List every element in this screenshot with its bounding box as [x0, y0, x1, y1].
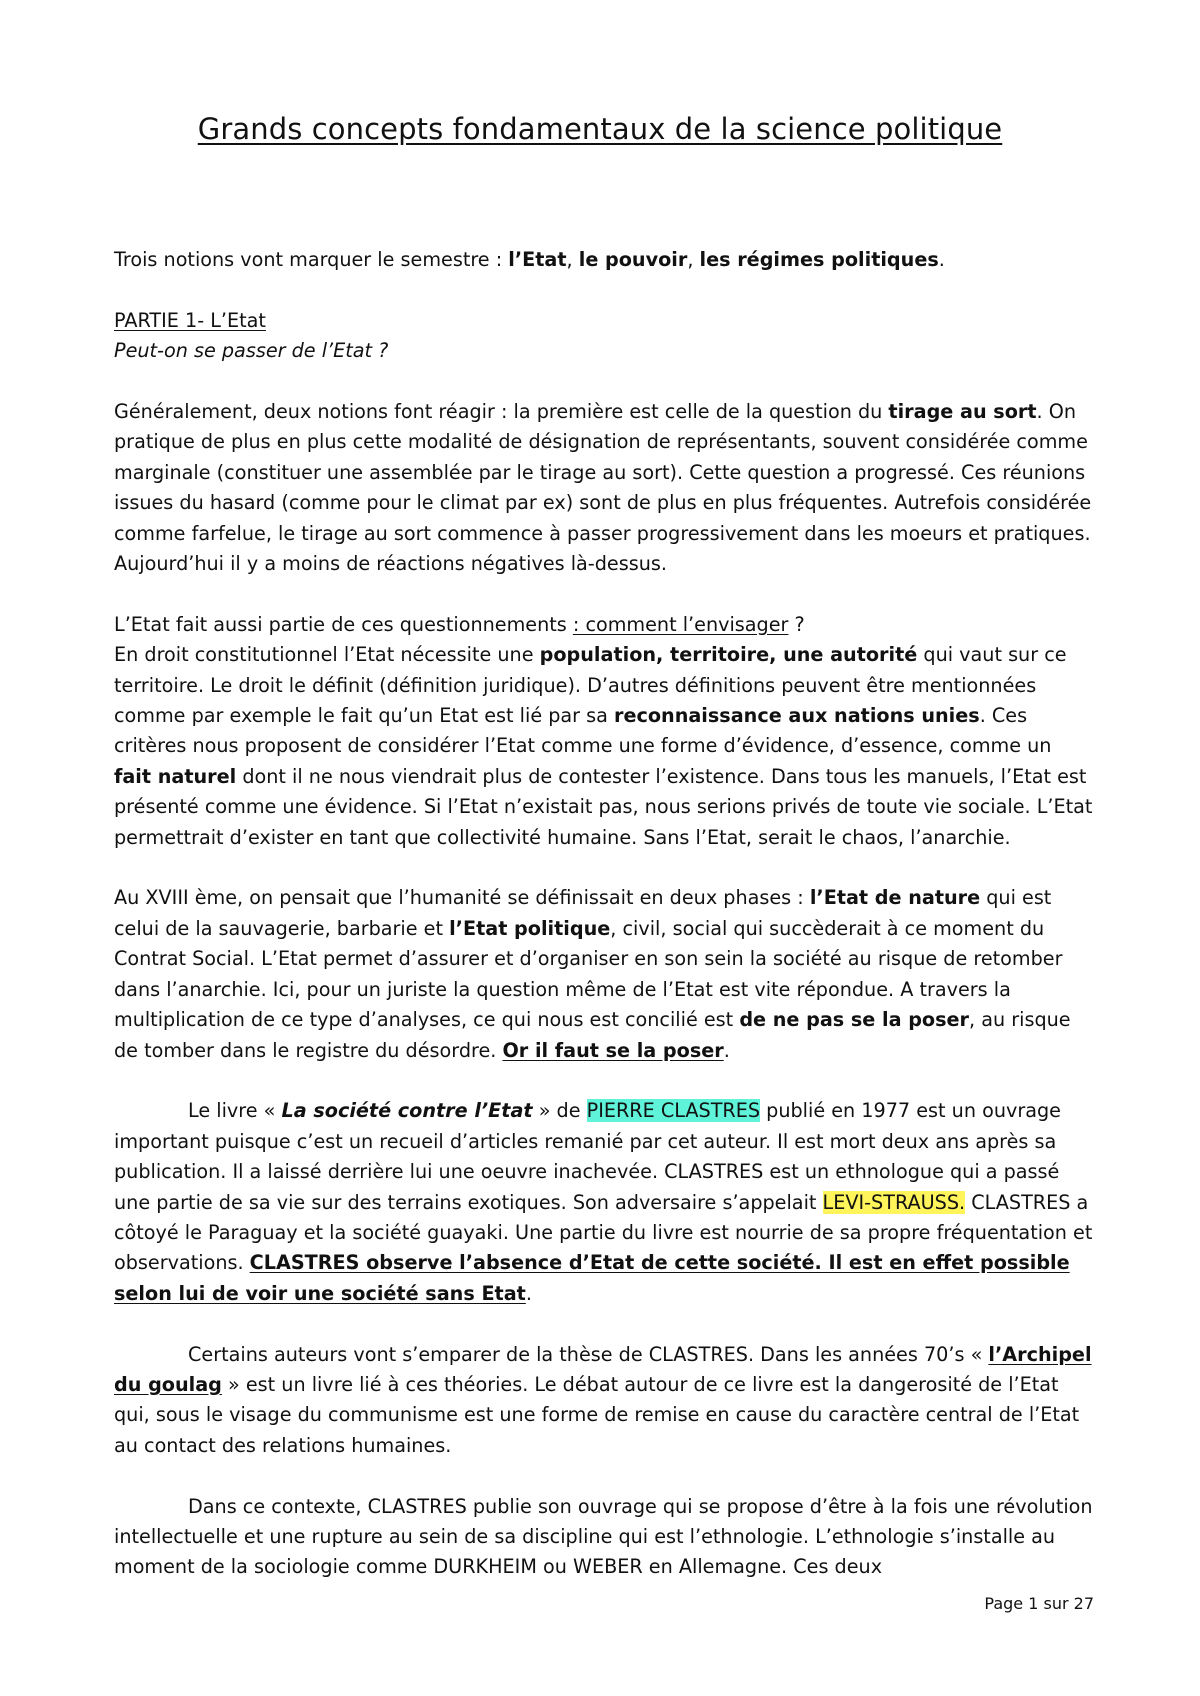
- highlighted-name: PIERRE CLASTRES: [586, 1099, 761, 1123]
- intro-end: .: [938, 248, 945, 271]
- notion-etat: l’Etat: [508, 248, 567, 271]
- text-run: .: [525, 1281, 532, 1305]
- paragraph-droit-constitutionnel: [114, 640, 1094, 853]
- bold-term: de ne pas se la poser: [739, 1008, 970, 1032]
- text-run: Généralement, deux notions font réagir : la première est celle de la question du: [114, 400, 889, 423]
- intro-sep: ,: [687, 248, 700, 271]
- part-question-text: Peut-on se passer de l’Etat ?: [114, 339, 389, 363]
- intro-paragraph: [114, 245, 1094, 275]
- text-run: Le livre «: [188, 1099, 282, 1123]
- bold-underlined-term: Or il faut se la poser: [502, 1038, 724, 1062]
- text-run: » de: [532, 1099, 587, 1123]
- text-run: Au XVIII ème, on pensait que l’humanité se définissait en deux phases :: [114, 886, 810, 910]
- text-run: qui est celui de la sauvagerie, barbarie et: [114, 886, 1052, 940]
- text-run: . Ces critères nous proposent de considérer l’Etat comme une forme d’évidence, d’essence, comme un: [114, 704, 1052, 758]
- text-run: » est un livre lié à ces théories. Le débat autour de ce livre est la dangerosité de l’Etat qui, sous le visage du communisme est une forme de remise en cause du caractère central de l’Etat au contact des relations humaines.: [114, 1372, 1080, 1457]
- bold-underlined-term: l’Archipel du goulag: [114, 1342, 1092, 1396]
- page-number: Page 1 sur 27: [984, 1594, 1094, 1613]
- bold-term: population, territoire, une autorité: [539, 643, 918, 667]
- paragraph-xviii: [114, 883, 1094, 1065]
- text-run: dont il ne nous viendrait plus de contester l’existence. Dans tous les manuels, l’Etat est présenté comme une évidence. Si l’Etat n’existait pas, nous serions privés de toute vie sociale. L’Etat permettrait d’exister en tant que collectivité humaine. Sans l’Etat, serait le chaos, l’anarchie.: [114, 764, 1093, 849]
- text-run: .: [723, 1038, 730, 1062]
- book-title: La société contre l’Etat: [281, 1099, 533, 1123]
- text-run: Certains auteurs vont s’emparer de la thèse de CLASTRES. Dans les années 70’s «: [188, 1342, 989, 1366]
- bold-term: fait naturel: [114, 764, 237, 788]
- notion-pouvoir: le pouvoir: [578, 248, 688, 271]
- text-run: publié en 1977 est un ouvrage important puisque c’est un recueil d’articles remanié par cet auteur. Il est mort deux ans après sa publication. Il a laissé derrière lui une oeuvre inachevée. CLASTRES est un ethnologue qui a passé une partie de sa vie sur des terrains exotiques. Son adversaire s’appelait: [114, 1099, 1061, 1214]
- underlined-text: : comment l’envisager: [572, 612, 789, 636]
- text-run: CLASTRES a côtoyé le Paraguay et la société guayaki. Une partie du livre est nourrie de sa propre fréquentation et observations.: [114, 1190, 1093, 1275]
- text-run: ?: [788, 612, 805, 636]
- part-heading-text: PARTIE 1- L’Etat: [114, 308, 266, 332]
- bold-term: reconnaissance aux nations unies: [614, 704, 980, 728]
- document-body: [114, 245, 1094, 1583]
- text-run: L’Etat fait aussi partie de ces questionnements: [114, 612, 573, 636]
- bold-term: l’Etat de nature: [809, 886, 981, 910]
- bold-term: tirage au sort: [888, 400, 1037, 423]
- paragraph-tirage: [114, 397, 1094, 579]
- bold-underlined-term: CLASTRES observe l’absence d’Etat de cette société. Il est en effet possible selon lui de voir une société sans Etat: [114, 1251, 1070, 1305]
- text-run: , civil, social qui succèderait à ce moment du Contrat Social. L’Etat permet d’assurer et d’organiser en son sein la société au risque de retomber dans l’anarchie. Ici, pour un juriste la question même de l’Etat est vite répondue. A travers la multiplication de ce type d’analyses, ce qui nous est concilié est: [114, 916, 1063, 1032]
- intro-sep: ,: [566, 248, 579, 271]
- paragraph-clastres: [114, 1096, 1094, 1309]
- text-run: , au risque de tomber dans le registre du désordre.: [114, 1008, 1071, 1062]
- document-title: Grands concepts fondamentaux de la science politique: [197, 112, 1003, 146]
- text-run: . On pratique de plus en plus cette modalité de désignation de représentants, souvent considérée comme marginale (constituer une assemblée par le tirage au sort). Cette question a progressé. Ces réunions issues du hasard (comme pour le climat par ex) sont de plus en plus fréquentes. Autrefois considérée comme farfelue, le tirage au sort commence à passer progressivement dans les moeurs et pratiques. Aujourd’hui il y a moins de réactions négatives là-dessus.: [114, 400, 1092, 576]
- intro-lead: Trois notions vont marquer le semestre :: [114, 248, 509, 271]
- notion-regimes: les régimes politiques: [699, 248, 939, 271]
- paragraph-etat-question: [114, 610, 1094, 640]
- paragraph-contexte: [114, 1492, 1094, 1583]
- text-run: En droit constitutionnel l’Etat nécessite une: [114, 643, 540, 667]
- part-question: [114, 336, 1094, 366]
- paragraph-goulag: [114, 1340, 1094, 1462]
- bold-term: l’Etat politique: [449, 916, 611, 940]
- highlighted-name: LEVI-STRAUSS.: [822, 1190, 966, 1214]
- part-heading: [114, 306, 1094, 336]
- text-run: Dans ce contexte, CLASTRES publie son ouvrage qui se propose d’être à la fois une révolution intellectuelle et une rupture au sein de sa discipline qui est l’ethnologie. L’ethnologie s’installe au moment de la sociologie comme DURKHEIM ou WEBER en Allemagne. Ces deux: [114, 1494, 1093, 1579]
- text-run: qui vaut sur ce territoire. Le droit le définit (définition juridique). D’autres définitions peuvent être mentionnées comme par exemple le fait qu’un Etat est lié par sa: [114, 643, 1067, 728]
